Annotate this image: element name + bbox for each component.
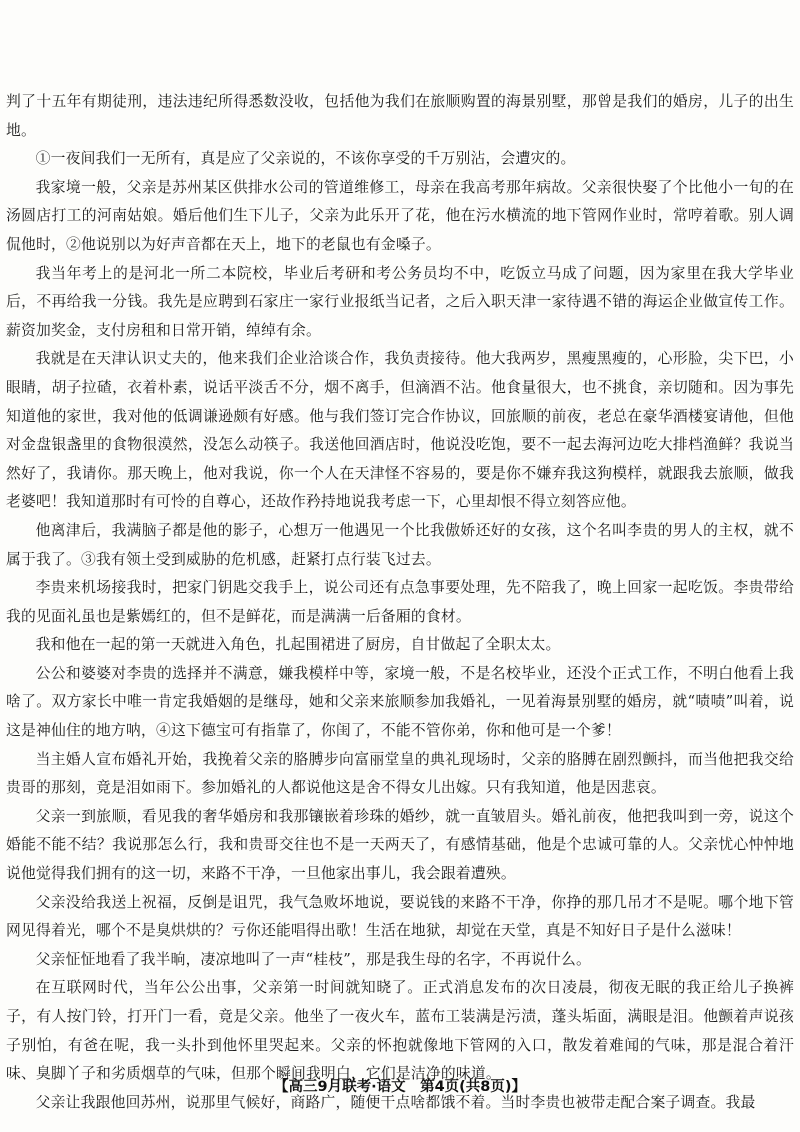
paragraph-2: ①一夜间我们一无所有，真是应了父亲说的，不该你享受的千万别沾，会遭灾的。 [35, 150, 576, 168]
paragraph-14: 在互联网时代，当年公公出事，父亲第一时间就知晓了。正式消息发布的次日凌晨，彻夜无眠的我正给儿子换裤子，有人按门铃，打开门一看，竟是父亲。他坐了一夜火车，蓝布工装满是污渍，蓬头垢面，满眼是泪。他颤着声说孩子别怕，有爸在呢，我一头扑到他怀里哭起来。父亲的怀抱就像地下管网的入口，散发着难闻的气味，那是混合着汗味、臭脚丫子和劣质烟草的气味，但那个瞬间我明白，它们是洁净的味道。 [6, 979, 794, 1083]
paragraph-12: 父亲没给我送上祝福，反倒是诅咒，我气急败坏地说，要说钱的来路不干净，你挣的那几吊才不是呢。哪个地下管网见得着光，哪个不是臭烘烘的？亏你还能唱得出歌！生活在地狱，却觉在天堂，真是不知好日子是什么滋味！ [6, 893, 794, 940]
paragraph-7: 李贵来机场接我时，把家门钥匙交我手上，说公司还有点急事要处理，先不陪我了，晚上回家一起吃饭。李贵带给我的见面礼虽也是紫嫣红的，但不是鲜花，而是满满一后备厢的食材。 [6, 579, 794, 625]
page-footer: 【高三9月联考·语文 第4页(共8页)】 [273, 1079, 527, 1095]
paragraph-15: 父亲让我跟他回苏州，说那里气候好，商路广，随便干点啥都饿不着。当时李贵也被带走配合案子调查。我最 [35, 1093, 756, 1111]
paragraph-1: 判了十五年有期徒刑，违法违纪所得悉数没收，包括他为我们在旅顺购置的海景别墅，那曾是我们的婚房，儿子的出生地。 [6, 93, 794, 139]
paragraph-9: 公公和婆婆对李贵的选择并不满意，嫌我模样中等，家境一般，不是名校毕业，还没个正式工作，不明白他看上我啥了。双方家长中唯一肯定我婚姻的是继母，她和父亲来旅顺参加我婚礼，一见着海景别墅的婚房，就“啧啧”叫着，说这是神仙住的地方呐，④这下德宝可有指靠了，你闺了，不能不管你弟，你和他可是一个爹！ [6, 664, 794, 740]
paragraph-3: 我家境一般，父亲是苏州某区供排水公司的管道维修工，母亲在我高考那年病故。父亲很快娶了个比他小一旬的在汤圆店打工的河南姑娘。婚后他们生下儿子，父亲为此乐开了花，他在污水横流的地下管网作业时，常哼着歌。别人调侃他时，②他说别以为好声音都在天上，地下的老鼠也有金嗓子。 [6, 178, 794, 253]
paragraph-10: 当主婚人宣布婚礼开始，我挽着父亲的胳膊步向富丽堂皇的典礼现场时，父亲的胳膊在剧烈颤抖，而当他把我交给贵哥的那刻，竟是泪如雨下。参加婚礼的人都说他这是舍不得女儿出嫁。只有我知道，他是因悲哀。 [6, 750, 794, 797]
paragraph-13: 父亲怔怔地看了我半晌，凄凉地叫了一声“桂枝”，那是我生母的名字，不再说什么。 [35, 950, 592, 968]
paragraph-5: 我就是在天津认识丈夫的，他来我们企业洽谈合作，我负责接待。他大我两岁，黑瘦黑瘦的，心形脸，尖下巴，小眼睛，胡子拉碴，衣着朴素，说话平淡舌不分，烟不离手，但滴酒不沾。他食量很大，也不挑食，亲切随和。因为事先知道他的家世，我对他的低调谦逊颇有好感。他与我们签订完合作协议，回旅顺的前夜，老总在豪华酒楼宴请他，但他对金盘银盏里的食物很漠然，没怎么动筷子。我送他回酒店时，他说没吃饱，要不一起去海河边吃大排档渔鲜？我说当然好了，我请你。那天晚上，他对我说，你一个人在天津怪不容易的，要是你不嫌弃我这狗模样，就跟我去旅顺，做我老婆吧！我知道那时有可怜的自尊心，还故作矜持地说我考虑一下，心里却恨不得立刻答应他。 [6, 350, 794, 511]
article-body [6, 88, 794, 1117]
paragraph-11: 父亲一到旅顺，看见我的奢华婚房和我那镶嵌着珍珠的婚纱，就一直皱眉头。婚礼前夜，他把我叫到一旁，说这个婚能不能不结？我说那怎么行，我和贵哥交往也不是一天两天了，有感情基础，他是个忠诚可靠的人。父亲忧心忡忡地说他觉得我们拥有的这一切，来路不干净，一旦他家出事儿，我会跟着遭殃。 [6, 807, 794, 883]
paragraph-6: 他离津后，我满脑子都是他的影子，心想万一他遇见一个比我傲娇还好的女孩，这个名叫李贵的男人的主权，就不属于我了。③我有领土受到威胁的危机感，赶紧打点行装飞过去。 [6, 521, 794, 568]
paragraph-4: 我当年考上的是河北一所二本院校，毕业后考研和考公务员均不中，吃饭立马成了问题，因为家里在我大学毕业后，不再给我一分钱。我先是应聘到石家庄一家行业报纸当记者，之后入职天津一家待遇不错的海运企业做宣传工作。薪资加奖金，支付房租和日常开销，绰绰有余。 [6, 264, 794, 339]
paragraph-8: 我和他在一起的第一天就进入角色，扎起围裙进了厨房，自甘做起了全职太太。 [35, 636, 561, 654]
